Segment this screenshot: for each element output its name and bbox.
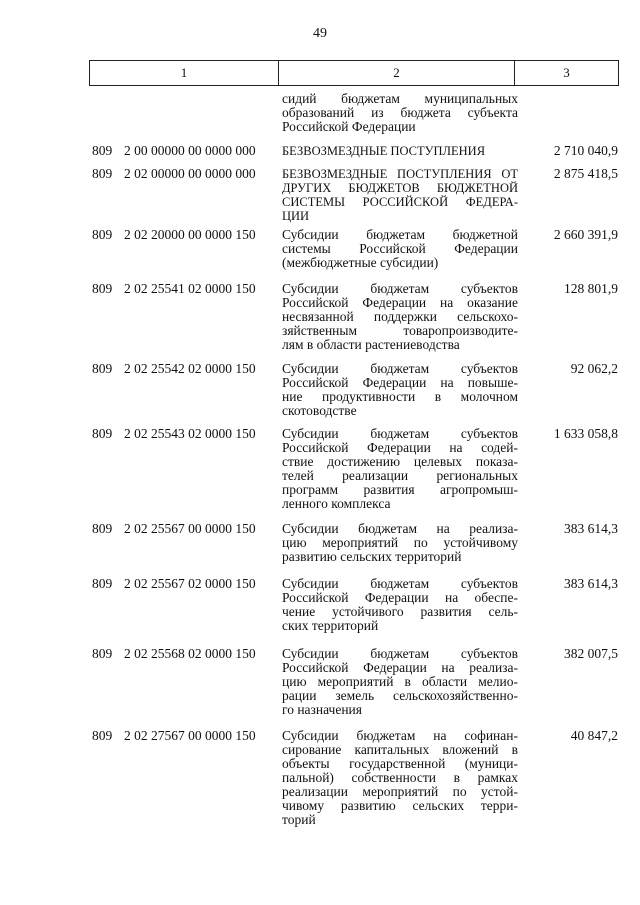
- amount-cell: 383 614,3: [564, 576, 618, 591]
- item-name-line: Российской Федерации: [282, 119, 416, 134]
- item-name-line: чивому развитию сельских терри-: [282, 798, 518, 813]
- item-name-cell: [282, 144, 518, 158]
- item-name-line: рации земель сельскохозяйственно-: [282, 688, 518, 703]
- budget-code-cell: 2 02 25542 02 0000 150: [124, 361, 256, 376]
- admin-code-cell: 809: [92, 143, 113, 158]
- item-name-line: Субсидии бюджетам на софинан-: [282, 728, 518, 743]
- item-name-line: СИСТЕМЫ РОССИЙСКОЙ ФЕДЕРА-: [282, 195, 518, 209]
- item-name-line: системы Российской Федерации: [282, 241, 518, 256]
- item-name-line: Субсидии бюджетам субъектов: [282, 646, 518, 661]
- admin-code-cell: 809: [92, 227, 113, 242]
- item-name-cell: [282, 92, 518, 134]
- amount-cell: 1 633 058,8: [553, 426, 618, 441]
- budget-code-cell: 2 02 25541 02 0000 150: [124, 281, 256, 296]
- item-name-line: Российской Федерации на оказание: [282, 295, 518, 310]
- item-name-line: ние продуктивности в молочном: [282, 389, 518, 404]
- item-name-cell: [282, 167, 518, 223]
- item-name-line: образований из бюджета субъекта: [282, 105, 518, 120]
- item-name-line: Субсидии бюджетам субъектов: [282, 426, 518, 441]
- admin-code-cell: 809: [92, 281, 113, 296]
- budget-code-cell: 2 02 25568 02 0000 150: [124, 646, 256, 661]
- table-header: [89, 60, 619, 86]
- column-header-3: 3: [514, 61, 618, 85]
- item-name-line: зяйственным товаропроизводите-: [282, 323, 518, 338]
- item-name-line: телей реализации региональных: [282, 468, 518, 483]
- item-name-line: цию мероприятий в области мелио-: [282, 674, 518, 689]
- item-name-line: го назначения: [282, 702, 362, 717]
- item-name-cell: [282, 427, 518, 511]
- budget-code-cell: 2 02 25543 02 0000 150: [124, 426, 256, 441]
- item-name-line: сидий бюджетам муниципальных: [282, 91, 518, 106]
- item-name-cell: [282, 729, 518, 827]
- page-number: 49: [313, 26, 327, 41]
- item-name-line: Российской Федерации на реализа-: [282, 660, 518, 675]
- item-name-line: лям в области растениеводства: [282, 337, 460, 352]
- item-name-line: реализации мероприятий по устой-: [282, 784, 518, 799]
- item-name-line: Российской Федерации на повыше-: [282, 375, 518, 390]
- item-name-line: ЦИИ: [282, 209, 310, 223]
- item-name-line: ских территорий: [282, 618, 379, 633]
- item-name-line: пальной) собственности в рамках: [282, 770, 518, 785]
- admin-code-cell: 809: [92, 361, 113, 376]
- budget-code-cell: 2 02 27567 00 0000 150: [124, 728, 256, 743]
- item-name-cell: [282, 282, 518, 352]
- item-name-line: Российской Федерации на обеспе-: [282, 590, 518, 605]
- item-name-line: БЕЗВОЗМЕЗДНЫЕ ПОСТУПЛЕНИЯ: [282, 144, 486, 158]
- amount-cell: 2 710 040,9: [553, 143, 618, 158]
- budget-code-cell: 2 00 00000 00 0000 000: [124, 143, 256, 158]
- amount-cell: 128 801,9: [564, 281, 618, 296]
- item-name-line: торий: [282, 812, 316, 827]
- item-name-line: ленного комплекса: [282, 496, 391, 511]
- item-name-cell: [282, 577, 518, 633]
- item-name-cell: [282, 228, 518, 270]
- amount-cell: 92 062,2: [570, 361, 618, 376]
- item-name-line: ДРУГИХ БЮДЖЕТОВ БЮДЖЕТНОЙ: [282, 181, 518, 195]
- budget-code-cell: 2 02 20000 00 0000 150: [124, 227, 256, 242]
- item-name-line: Субсидии бюджетам субъектов: [282, 361, 518, 376]
- column-header-1: 1: [180, 65, 188, 80]
- item-name-line: Субсидии бюджетам субъектов: [282, 576, 518, 591]
- amount-cell: 2 660 391,9: [553, 227, 618, 242]
- amount-cell: 2 875 418,5: [553, 166, 618, 181]
- item-name-line: (межбюджетные субсидии): [282, 255, 439, 270]
- budget-code-cell: 2 02 00000 00 0000 000: [124, 166, 256, 181]
- item-name-line: развитию сельских территорий: [282, 549, 462, 564]
- admin-code-cell: 809: [92, 576, 113, 591]
- budget-code-cell: 2 02 25567 02 0000 150: [124, 576, 256, 591]
- item-name-line: объекты государственной (муници-: [282, 756, 518, 771]
- item-name-cell: [282, 362, 518, 418]
- amount-cell: 382 007,5: [564, 646, 618, 661]
- admin-code-cell: 809: [92, 646, 113, 661]
- admin-code-cell: 809: [92, 728, 113, 743]
- admin-code-cell: 809: [92, 426, 113, 441]
- item-name-line: чение устойчивого развития сель-: [282, 604, 518, 619]
- item-name-line: цию мероприятий по устойчивому: [282, 535, 518, 550]
- budget-code-cell: 2 02 25567 00 0000 150: [124, 521, 256, 536]
- item-name-line: Субсидии бюджетам на реализа-: [282, 521, 518, 536]
- item-name-line: сирование капитальных вложений в: [282, 742, 518, 757]
- admin-code-cell: 809: [92, 521, 113, 536]
- item-name-line: БЕЗВОЗМЕЗДНЫЕ ПОСТУПЛЕНИЯ ОТ: [282, 167, 518, 181]
- item-name-line: несвязанной поддержки сельскохо-: [282, 309, 518, 324]
- item-name-line: Субсидии бюджетам субъектов: [282, 281, 518, 296]
- item-name-line: скотоводстве: [282, 403, 357, 418]
- amount-cell: 383 614,3: [564, 521, 618, 536]
- item-name-line: Российской Федерации на содей-: [282, 440, 518, 455]
- item-name-cell: [282, 522, 518, 564]
- item-name-line: ствие достижению целевых показа-: [282, 454, 518, 469]
- column-header-2: 2: [278, 61, 514, 85]
- amount-cell: 40 847,2: [570, 728, 618, 743]
- item-name-line: Субсидии бюджетам бюджетной: [282, 227, 518, 242]
- admin-code-cell: 809: [92, 166, 113, 181]
- item-name-line: программ развития агропромыш-: [282, 482, 518, 497]
- item-name-cell: [282, 647, 518, 717]
